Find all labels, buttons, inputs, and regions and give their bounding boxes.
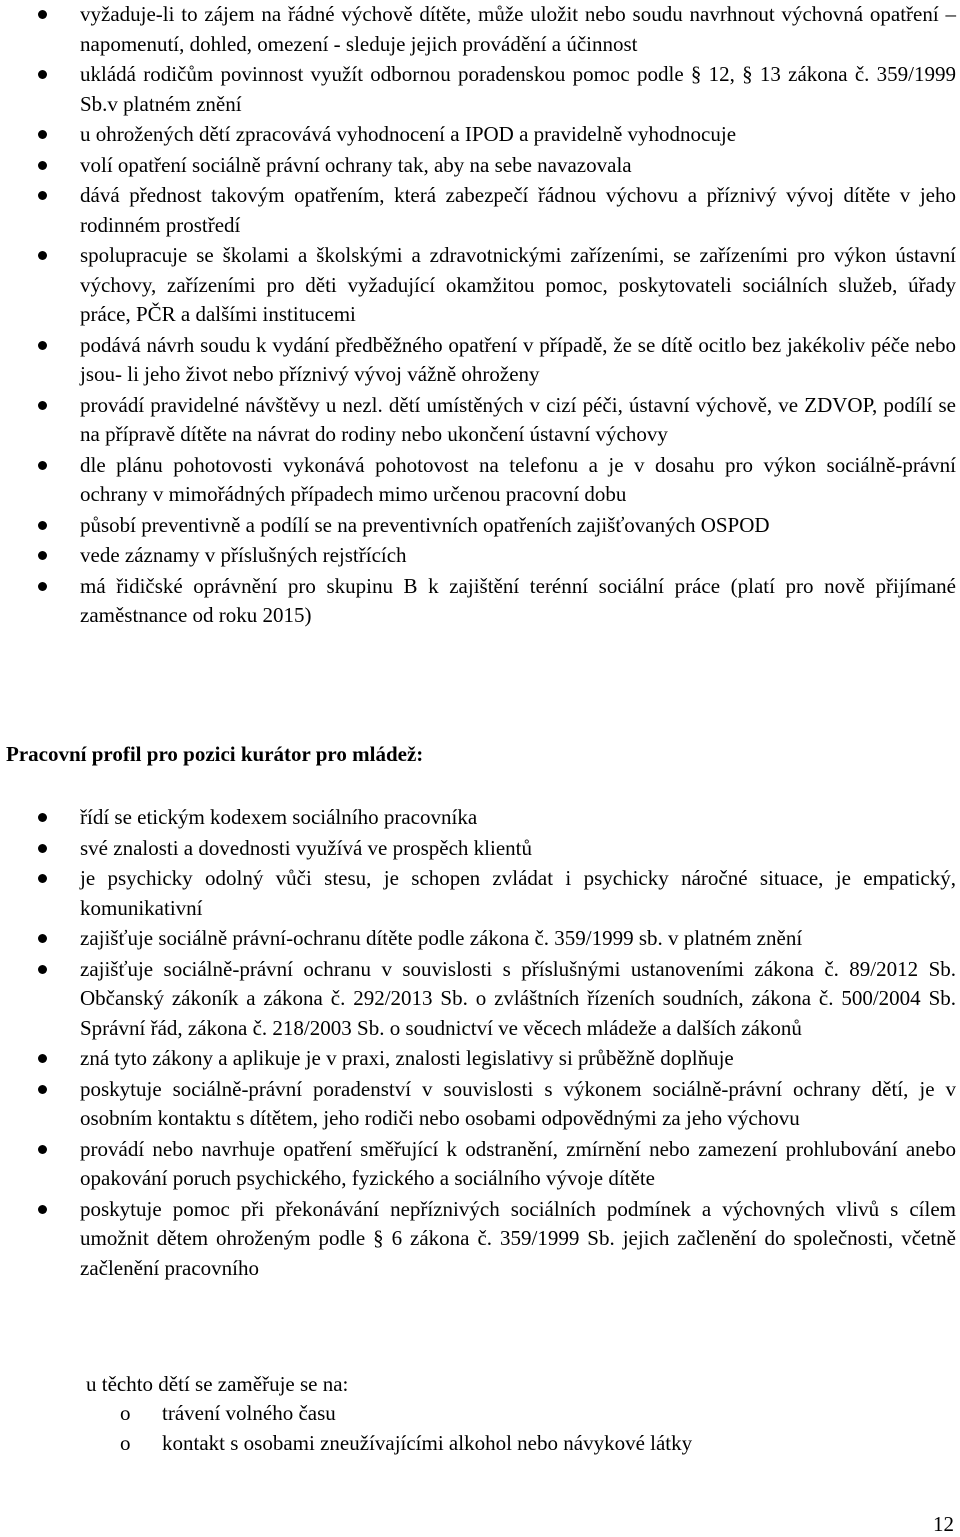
bullet-icon: [38, 582, 47, 591]
sub-list-item: [0, 1428, 960, 1458]
bullet-icon: [38, 161, 47, 170]
sub-list-item-text: trávení volného času: [162, 1401, 336, 1425]
bullet-icon: [38, 1054, 47, 1063]
list-item: [0, 1044, 960, 1074]
profile-list: [0, 803, 960, 1284]
focus-list: [0, 1398, 960, 1458]
list-item-text: vede záznamy v příslušných rejstřících: [80, 543, 407, 567]
list-item: [0, 451, 960, 510]
list-item-text: řídí se etickým kodexem sociálního pracovníka: [80, 805, 478, 829]
list-item: [0, 864, 960, 923]
list-item: [0, 0, 960, 59]
bullet-icon: [38, 1085, 47, 1094]
list-item: [0, 120, 960, 150]
list-item-text: u ohrožených dětí zpracovává vyhodnocení a IPOD a pravidelně vyhodnocuje: [80, 122, 737, 146]
bullet-icon: [38, 1205, 47, 1214]
bullet-icon: [38, 874, 47, 883]
bullet-icon: [38, 551, 47, 560]
bullet-icon: [38, 1145, 47, 1154]
list-item-text: spolupracuje se školami a školskými a zdravotnickými zařízeními, se zařízeními pro výkon ústavní výchovy, zařízeními pro děti vyžadující okamžitou pomoc, poskytovateli sociálních služeb, úřady práce, PČR a dalšími institucemi: [80, 243, 956, 326]
list-item: [0, 60, 960, 119]
list-item: [0, 803, 960, 833]
sub-list-intro: u těchto dětí se zaměřuje se na:: [86, 1372, 349, 1396]
list-item-text: dle plánu pohotovosti vykonává pohotovost na telefonu a je v dosahu pro výkon sociálně-právní ochrany v mimořádných případech mimo určenou pracovní dobu: [80, 452, 956, 506]
bullet-icon: [38, 965, 47, 974]
bullet-icon: [38, 130, 47, 139]
list-item-text: podává návrh soudu k vydání předběžného opatření v případě, že se dítě ocitlo bez jakékoliv péče nebo jsou- li jeho život nebo příznivý vývoj vážně ohroženy: [80, 332, 956, 386]
list-item: [0, 511, 960, 541]
list-item: [0, 541, 960, 571]
bullet-icon: [38, 191, 47, 200]
bullet-icon: [38, 251, 47, 260]
list-item-text: provádí pravidelné návštěvy u nezl. dětí umístěných v cizí péči, ústavní výchově, ve ZDVOP, podílí se na přípravě dítěte na návrat do rodiny nebo ukončení ústavní výchovy: [80, 392, 956, 446]
list-item: [0, 924, 960, 954]
bullet-icon: [38, 813, 47, 822]
bullet-icon: [38, 401, 47, 410]
list-item-text: provádí nebo navrhuje opatření směřující k odstranění, zmírnění nebo zamezení prohlubování anebo opakování poruch psychického, fyzického a sociálního vývoje dítěte: [80, 1136, 956, 1190]
bullet-icon: [38, 341, 47, 350]
list-item: [0, 1075, 960, 1134]
list-item: [0, 181, 960, 240]
circle-bullet-icon: o: [120, 1401, 131, 1425]
bullet-icon: [38, 461, 47, 470]
list-item-text: své znalosti a dovednosti využívá ve prospěch klientů: [80, 835, 532, 860]
list-item-text: vyžaduje-li to zájem na řádné výchově dítěte, může uložit nebo soudu navrhnout výchovná opatření – napomenutí, dohled, omezení - sleduje jejich provádění a účinnost: [80, 2, 956, 56]
bullet-icon: [38, 70, 47, 79]
list-item: [0, 1135, 960, 1194]
list-item: [0, 955, 960, 1044]
list-item: [0, 391, 960, 450]
list-item-text: zná tyto zákony a aplikuje je v praxi, znalosti legislativy si průběžně doplňuje: [80, 1046, 734, 1070]
circle-bullet-icon: o: [120, 1431, 131, 1455]
list-item: [0, 572, 960, 631]
list-item: [0, 1195, 960, 1284]
section-heading: Pracovní profil pro pozici kurátor pro mládež:: [6, 742, 424, 766]
duties-list: [0, 0, 960, 632]
list-item-text: má řidičské oprávnění pro skupinu B k zajištění terénní sociální práce (platí pro nově přijímané zaměstnance od roku 2015): [80, 573, 956, 627]
list-item-text: volí opatření sociálně právní ochrany tak, aby na sebe navazovala: [80, 152, 632, 177]
list-item: [0, 834, 960, 864]
bullet-icon: [38, 10, 47, 19]
list-item-text: poskytuje sociálně-právní poradenství v souvislosti s výkonem sociálně-právní ochrany dětí, je v osobním kontaktu s dítětem, jeho rodiči nebo osobami odpovědnými za jeho výchovu: [80, 1076, 956, 1130]
list-item-text: je psychicky odolný vůči stesu, je schopen zvládat i psychicky náročné situace, je empatický, komunikativní: [80, 866, 956, 920]
bullet-icon: [38, 521, 47, 530]
list-item-text: zajišťuje sociálně právní-ochranu dítěte podle zákona č. 359/1999 sb. v platném znění: [80, 926, 803, 950]
bullet-icon: [38, 934, 47, 943]
list-item-text: dává přednost takovým opatřením, která zabezpečí řádnou výchovu a příznivý vývoj dítěte v jeho rodinném prostředí: [80, 183, 956, 237]
list-item: [0, 331, 960, 390]
list-item: [0, 151, 960, 181]
bullet-icon: [38, 844, 47, 853]
sub-list-item-text: kontakt s osobami zneužívajícími alkohol nebo návykové látky: [162, 1431, 693, 1455]
list-item-text: zajišťuje sociálně-právní ochranu v souvislosti s příslušnými ustanoveními zákona č. 89/2012 Sb. Občanský zákoník a zákona č. 292/2013 Sb. o zvláštních řízeních soudních, zákona č. 500/2004 Sb. Správní řád, zákona č. 218/2003 Sb. o soudnictví ve věcech mládeže a dalších zákonů: [80, 956, 956, 1040]
list-item-text: poskytuje pomoc při překonávání nepříznivých sociálních podmínek a výchovných vlivů s cílem umožnit dětem ohroženým podle § 6 zákona č. 359/1999 Sb. jejich začlenění do společnosti, včetně začlenění pracovního: [80, 1196, 956, 1280]
sub-list-item: [0, 1398, 960, 1428]
list-item-text: působí preventivně a podílí se na preventivních opatřeních zajišťovaných OSPOD: [80, 512, 770, 537]
list-item: [0, 241, 960, 330]
page-number: 12: [933, 1512, 954, 1536]
list-item-text: ukládá rodičům povinnost využít odbornou poradenskou pomoc podle § 12, § 13 zákona č. 359/1999 Sb.v platném znění: [80, 62, 956, 116]
